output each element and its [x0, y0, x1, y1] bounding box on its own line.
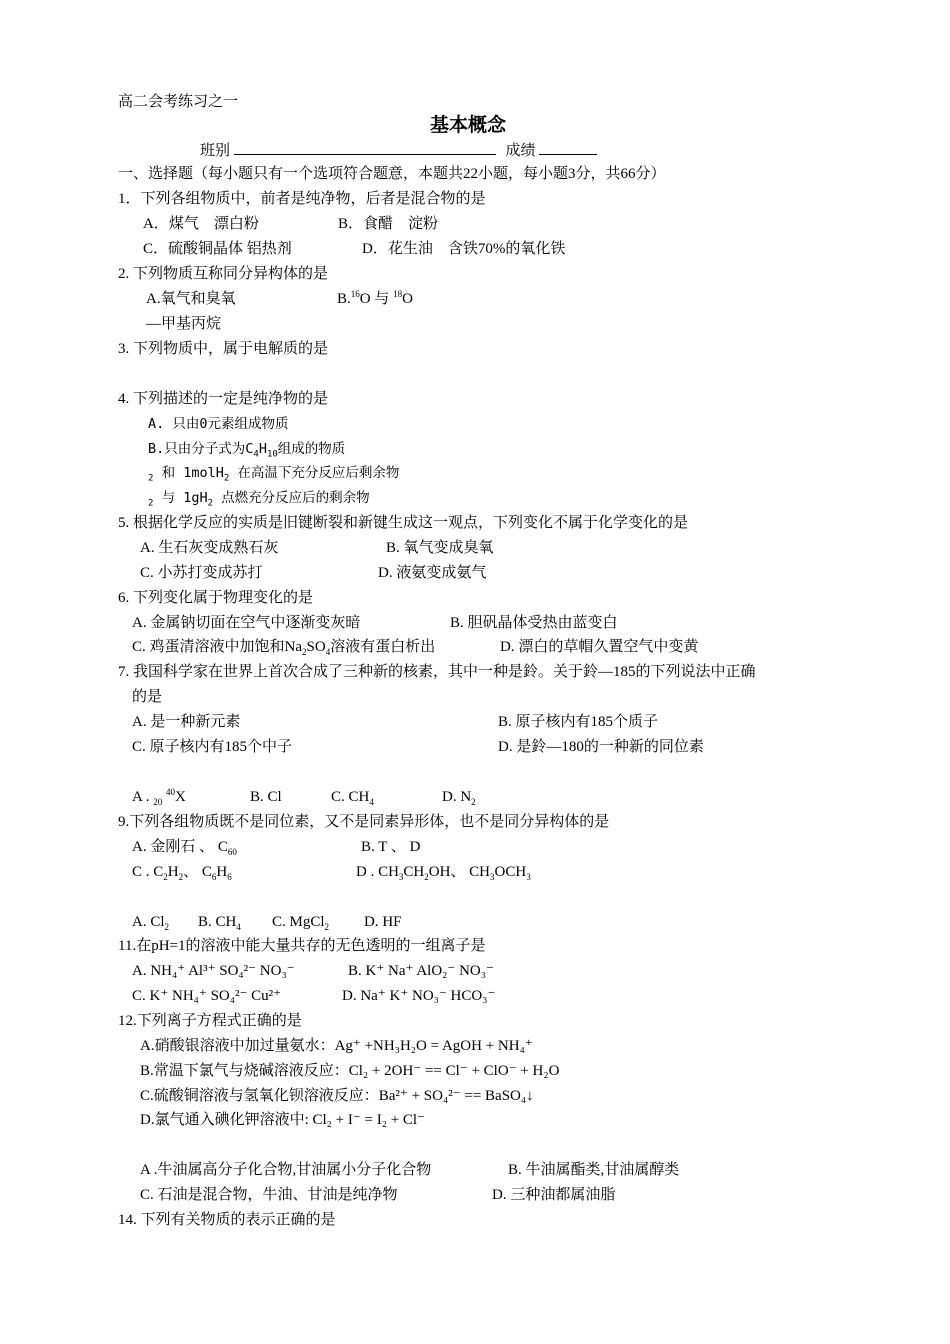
q5-option-d: D. 液氨变成氨气: [378, 565, 487, 581]
q2-option-a: A.氧气和臭氧: [146, 291, 236, 307]
q1-option-a: A．煤气 漂白粉: [143, 216, 259, 232]
q7-stem: 7. 我国科学家在世界上首次合成了三种新的核素，其中一种是鈴。关于鈴—185的下列说法中正确: [118, 664, 756, 680]
q11-option-b: B. K⁺ Na⁺ AlO₂⁻ NO₃⁻: [348, 963, 494, 979]
section-heading: 一、选择题（每小题只有一个选项符合题意，本题共22小题，每小题3分，共66分）: [118, 166, 666, 182]
q3-stem: 3. 下列物质中，属于电解质的是: [118, 341, 329, 357]
q4-stem: 4. 下列描述的一定是纯净物的是: [118, 391, 329, 407]
q7-stem-cont: 的是: [132, 689, 163, 705]
q1-option-b: B．食醋 淀粉: [338, 216, 439, 232]
q8-option-d: D. $N_2$: [442, 789, 476, 807]
q13-option-b: B. 牛油属酯类,甘油属醇类: [508, 1162, 680, 1178]
q5-stem: 5. 根据化学反应的实质是旧键断裂和新键生成这一观点，下列变化不属于化学变化的是: [118, 515, 689, 531]
q14-stem: 14. 下列有关物质的表示正确的是: [118, 1212, 336, 1228]
score-label: 成绩: [505, 143, 536, 159]
q6-option-c: C. 鸡蛋清溶液中加饱和$Na_2SO_4$溶液有蛋白析出: [132, 639, 436, 657]
q13-option-c: C. 石油是混合物，牛油、甘油是纯净物: [140, 1187, 398, 1203]
q7-option-d: D. 是鈴—180的一种新的同位素: [498, 739, 704, 755]
q5-option-a: A. 生石灰变成熟石灰: [140, 540, 279, 556]
q7-option-a: A. 是一种新元素: [132, 714, 241, 730]
q1-option-d: D．花生油 含铁70%的氧化铁: [362, 241, 566, 257]
q8-option-c: C. $CH_4$: [331, 789, 374, 807]
q12-option-b: B.常温下氯气与烧碱溶液反应：Cl₂ + 2OH⁻ == Cl⁻ + ClO⁻ + H₂O: [140, 1063, 560, 1079]
q7-option-b: B. 原子核内有185个质子: [498, 714, 659, 730]
doc-title: 基本概念: [430, 114, 507, 136]
score-blank: [539, 140, 597, 155]
q13-option-a: A .牛油属高分子化合物,甘油属小分子化合物: [140, 1162, 432, 1178]
q12-option-a: A.硝酸银溶液中加过量氨水：Ag⁺ +NH₃H₂O = AgOH + NH₄⁺: [140, 1038, 533, 1054]
q6-option-b: B. 胆矾晶体受热由蓝变白: [450, 615, 618, 631]
q11-option-d: D. Na⁺ K⁺ NO₃⁻ HCO₃⁻: [342, 988, 496, 1004]
q12-option-d: D.氯气通入碘化钾溶液中: Cl₂ + I⁻ = I₂ + Cl⁻: [140, 1112, 426, 1128]
q9-option-b: B. T 、 D: [361, 839, 421, 855]
q6-stem: 6. 下列变化属于物理变化的是: [118, 590, 314, 606]
q10-option-b: B. $CH_4$: [198, 914, 241, 932]
q9-option-a: A. 金刚石 、 $C_{60}$: [132, 839, 237, 857]
q2-option-b: B.$^{16}$O 与 $^{18}$O: [337, 289, 413, 307]
q13-option-d: D. 三种油都属油脂: [492, 1187, 616, 1203]
q8-option-a: A . $_{20}$ $^{40}$X: [132, 787, 186, 807]
q2-stem: 2. 下列物质互称同分异构体的是: [118, 266, 329, 282]
class-blank: [234, 140, 496, 155]
name-score-line: [200, 140, 597, 161]
q10-option-d: D. HF: [364, 914, 402, 930]
q4-option-d: $_2$ 与 $1gH_2$ 点燃充分反应后的剩余物: [148, 490, 370, 509]
q4-option-c: $_2$ 和 1molH$_2$ 在高温下充分反应后剩余物: [148, 465, 400, 484]
q9-stem: 9.下列各组物质既不是同位素，又不是同素异形体，也不是同分异构体的是: [118, 814, 610, 830]
q5-option-b: B. 氧气变成臭氧: [386, 540, 494, 556]
class-label: 班别: [200, 143, 231, 159]
q6-option-d: D. 漂白的草帽久置空气中变黄: [500, 639, 699, 655]
q11-option-a: A. NH₄⁺ Al³⁺ SO₄²⁻ NO₃⁻: [132, 963, 295, 979]
q11-option-c: C. K⁺ NH₄⁺ SO₄²⁻ Cu²⁺: [132, 988, 282, 1004]
q1-option-c: C．硫酸铜晶体 铝热剂: [143, 241, 292, 257]
q8-option-b: B. Cl: [250, 789, 282, 805]
doc-subtitle: 高二会考练习之一: [118, 94, 239, 110]
q2-option-fragment: —甲基丙烷: [146, 316, 222, 332]
q5-option-c: C. 小苏打变成苏打: [140, 565, 263, 581]
q10-option-c: C. MgCl$_2$: [272, 914, 330, 932]
q9-option-d: D . $CH_3CH_2OH$、 $CH_3OCH_3$: [356, 864, 531, 882]
q6-option-a: A. 金属钠切面在空气中逐渐变灰暗: [132, 615, 361, 631]
q10-option-a: A. $Cl_2$: [132, 914, 170, 932]
q11-stem: 11.在pH=1的溶液中能大量共存的无色透明的一组离子是: [118, 938, 486, 954]
q4-option-b: B.只由分子式为$C_4H_{10}$组成的物质: [148, 441, 346, 460]
q9-option-c: C . $C_2H_2$、 $C_6H_6$: [132, 864, 232, 882]
q1-stem: 1．下列各组物质中，前者是纯净物，后者是混合物的是: [118, 191, 486, 207]
q12-stem: 12.下列离子方程式正确的是: [118, 1013, 302, 1029]
q4-option-a: A. 只由0元素组成物质: [148, 416, 289, 432]
q7-option-c: C. 原子核内有185个中子: [132, 739, 293, 755]
q12-option-c: C.硫酸铜溶液与氢氧化钡溶液反应：Ba²⁺ + SO₄²⁻ == BaSO₄↓: [140, 1088, 534, 1104]
